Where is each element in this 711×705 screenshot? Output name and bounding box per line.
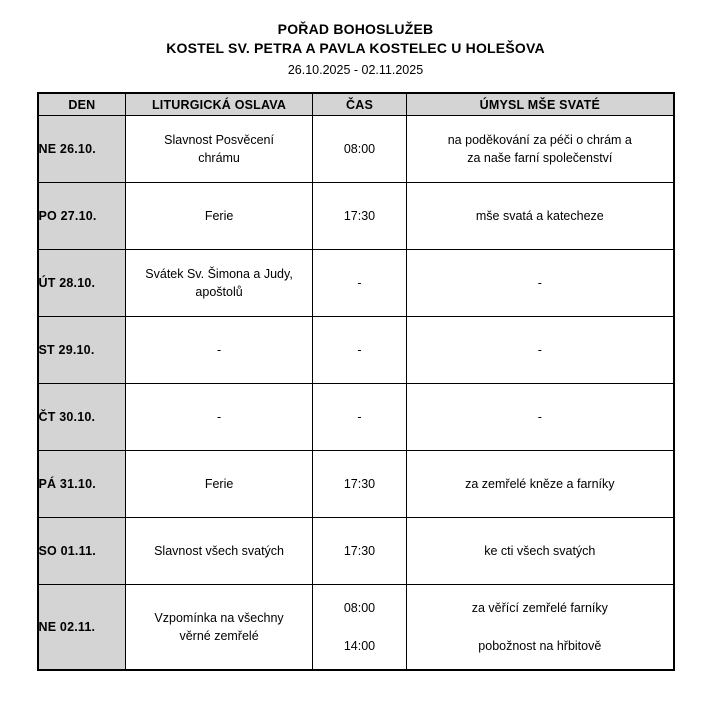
cell-celebration: Ferie [126, 183, 313, 250]
cell-time: 17:30 [312, 183, 406, 250]
time-line-1: 08:00 [343, 600, 376, 615]
cell-day: NE 02.11. [38, 585, 126, 670]
cell-celebration [126, 116, 313, 183]
header-title-line2: KOSTEL SV. PETRA A PAVLA KOSTELEC U HOLEŠOVA [166, 40, 545, 56]
table-row [38, 451, 674, 518]
cell-time: - [312, 384, 406, 451]
table-row [38, 116, 674, 183]
document-header [0, 0, 711, 79]
cell-day: PO 27.10. [38, 183, 126, 250]
table-row [38, 317, 674, 384]
celebration-line-1: Vzpomínka na všechny [154, 610, 284, 625]
celebration-line-2: věrné zemřelé [179, 628, 259, 643]
cell-celebration: - [126, 384, 313, 451]
cell-intention: za zemřelé kněze a farníky [407, 451, 674, 518]
cell-celebration [126, 585, 313, 670]
header-title-line1: POŘAD BOHOSLUŽEB [277, 21, 434, 37]
column-header-intention: ÚMYSL MŠE SVATÉ [407, 93, 674, 116]
cell-intention: - [407, 317, 674, 384]
schedule-table [37, 92, 675, 671]
table-header [38, 93, 674, 116]
cell-day: PÁ 31.10. [38, 451, 126, 518]
table-row [38, 585, 674, 670]
cell-time: 17:30 [312, 518, 406, 585]
intention-line-1: na poděkování za péči o chrám a [447, 133, 632, 147]
intention-spacer [407, 617, 672, 637]
table-header-row [38, 93, 674, 116]
intention-line-1: za věřící zemřelé farníky [471, 600, 608, 615]
cell-celebration: - [126, 317, 313, 384]
table-row [38, 384, 674, 451]
cell-time [312, 585, 406, 670]
cell-intention: ke cti všech svatých [407, 518, 674, 585]
cell-intention [407, 585, 674, 670]
schedule-table-wrapper [37, 92, 675, 671]
cell-intention: mše svatá a katecheze [407, 183, 674, 250]
cell-time: 17:30 [312, 451, 406, 518]
cell-celebration: Slavnost všech svatých [126, 518, 313, 585]
intention-line-2: za naše farní společenství [467, 151, 613, 165]
time-line-2: 14:00 [343, 638, 376, 653]
time-spacer [313, 617, 406, 637]
cell-intention [407, 116, 674, 183]
table-row [38, 250, 674, 317]
cell-day: NE 26.10. [38, 116, 126, 183]
cell-intention: - [407, 384, 674, 451]
column-header-time: ČAS [312, 93, 406, 116]
table-row [38, 183, 674, 250]
cell-day: SO 01.11. [38, 518, 126, 585]
cell-intention: - [407, 250, 674, 317]
table-row [38, 518, 674, 585]
cell-day: ST 29.10. [38, 317, 126, 384]
celebration-line-1: Slavnost Posvěcení [164, 133, 274, 147]
cell-celebration [126, 250, 313, 317]
cell-time: - [312, 250, 406, 317]
celebration-line-2: apoštolů [195, 285, 243, 299]
celebration-line-1: Svátek Sv. Šimona a Judy, [145, 267, 293, 281]
header-date-range: 26.10.2025 - 02.11.2025 [287, 63, 424, 77]
cell-celebration: Ferie [126, 451, 313, 518]
column-header-day: DEN [38, 93, 126, 116]
table-body [38, 116, 674, 670]
celebration-line-2: chrámu [198, 151, 240, 165]
cell-day: ČT 30.10. [38, 384, 126, 451]
column-header-celebration: LITURGICKÁ OSLAVA [126, 93, 313, 116]
intention-line-2: pobožnost na hřbitově [478, 638, 602, 653]
cell-time: - [312, 317, 406, 384]
cell-time: 08:00 [312, 116, 406, 183]
cell-day: ÚT 28.10. [38, 250, 126, 317]
